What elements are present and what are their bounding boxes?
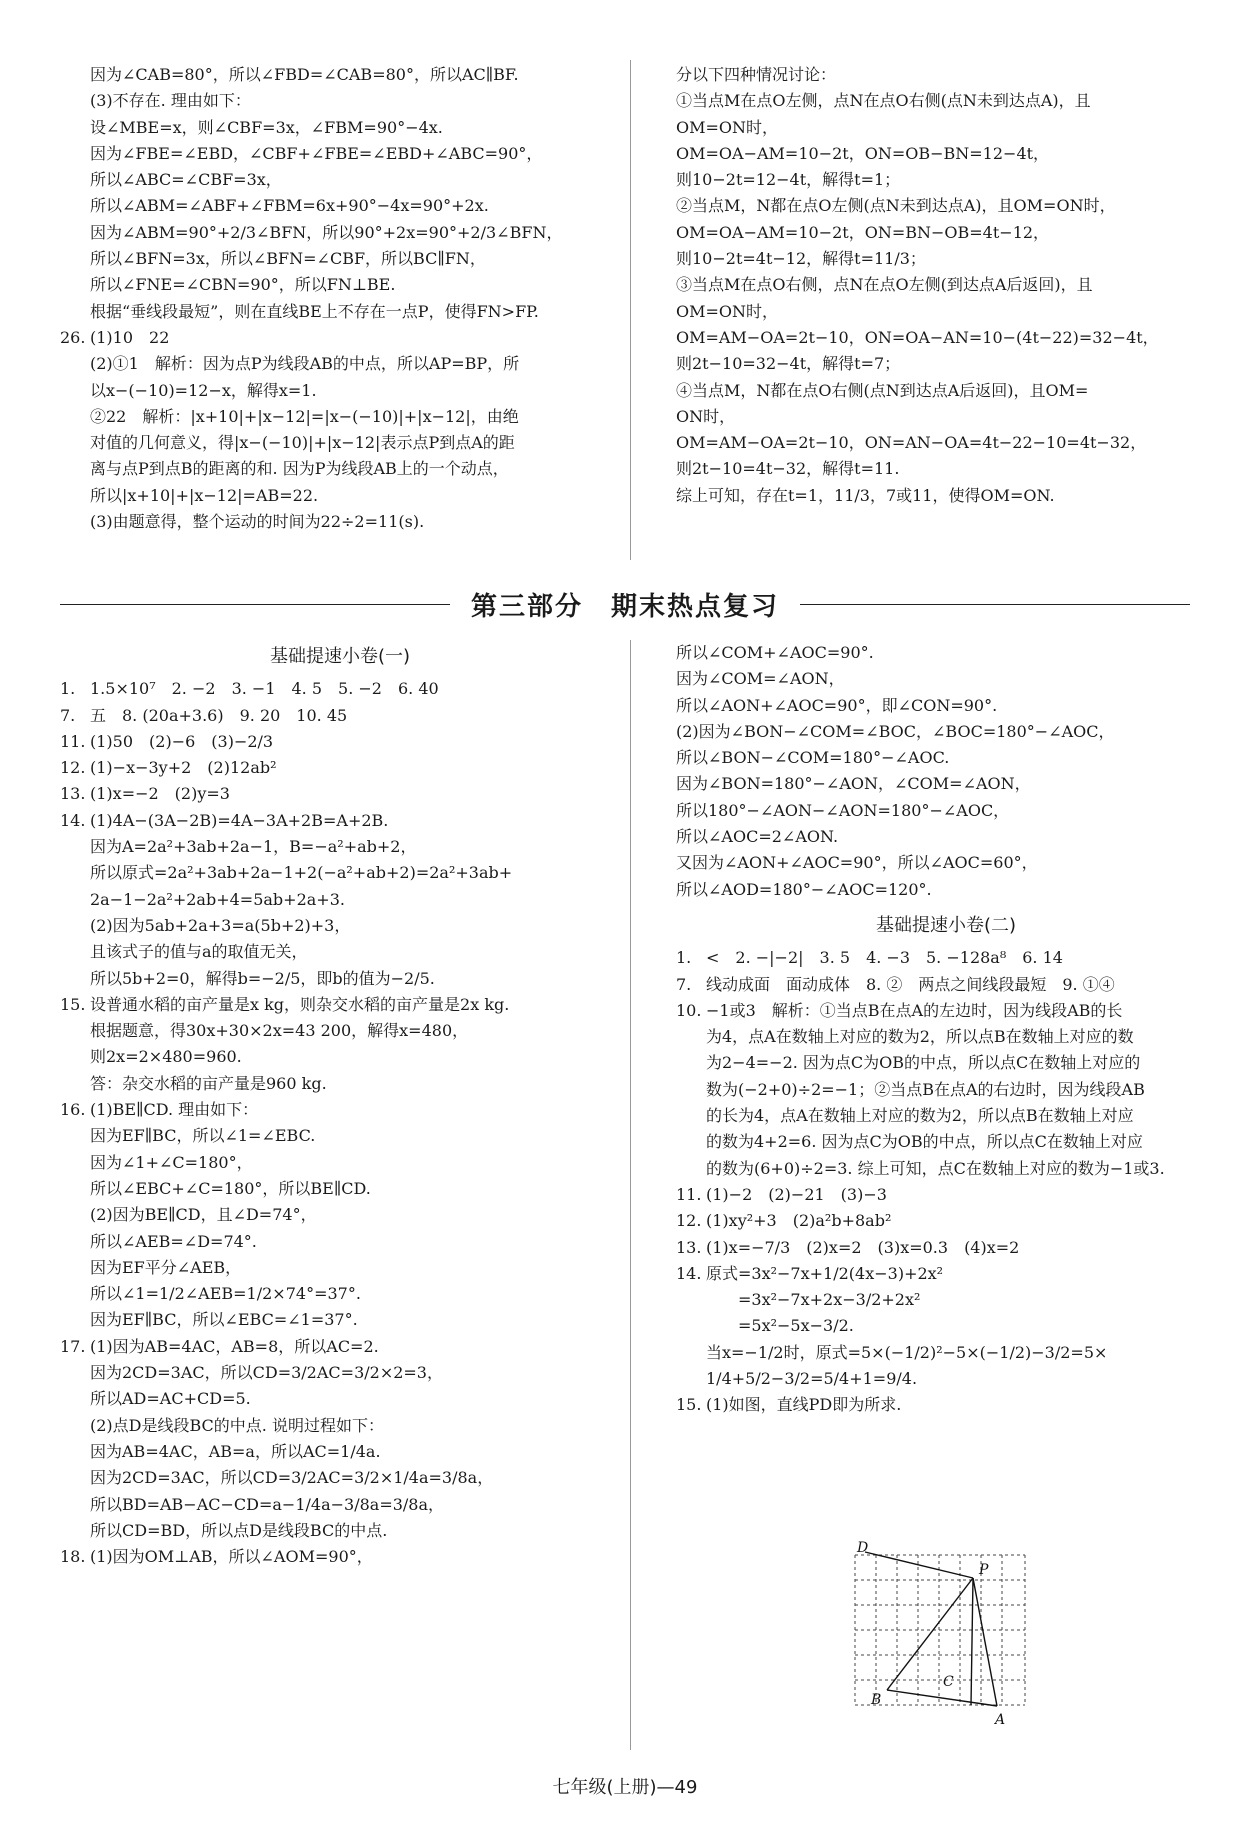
label-b: B (871, 1692, 882, 1708)
answer-text: (1)BE∥CD. 理由如下： (90, 1100, 259, 1120)
question-number: 12. (676, 1211, 702, 1231)
answer-item (90, 1150, 620, 1176)
answer-item (90, 913, 620, 939)
answer-text: (2)因为BE∥CD，且∠D=74°， (90, 1205, 317, 1225)
question-26 (60, 325, 620, 535)
segment-pa (973, 1578, 997, 1706)
segment-pc (971, 1578, 973, 1705)
section-header (60, 578, 1190, 630)
answer-item (706, 1077, 1216, 1103)
answer-text: 五 8. (20a+3.6) 9. 20 10. 45 (90, 705, 348, 725)
solution-line: 则10−2t=4t−12，解得t=11/3； (676, 249, 926, 269)
answer-text: 数为(−2+0)÷2=−1；②当点B在点A的右边时，因为线段AB (706, 1079, 1145, 1099)
question-number: 7. (676, 974, 692, 994)
answer-text: (1)50 (2)−6 (3)−2/3 (90, 731, 274, 751)
answer-item (90, 1229, 620, 1255)
answer-text: 1.5×10⁷ 2. −2 3. −1 4. 5 5. −2 6. 40 (90, 679, 439, 699)
answer-text: 所以原式=2a²+3ab+2a−1+2(−a²+ab+2)=2a²+3ab+ (90, 863, 513, 883)
answer-text: (1)因为AB=4AC，AB=8，所以AC=2. (90, 1336, 379, 1356)
answer-item (90, 1518, 620, 1544)
solution-line: OM=AM−OA=2t−10，ON=OA−AN=10−(4t−22)=32−4t， (676, 327, 1159, 347)
answer-item (90, 1044, 620, 1070)
answer-item (60, 781, 620, 807)
answer-text: 因为EF∥BC，所以∠1=∠EBC. (90, 1126, 316, 1146)
solution-line: (3)不存在. 理由如下： (90, 91, 251, 111)
answer-line: (3)由题意得，整个运动的时间为22÷2=11(s). (90, 512, 425, 532)
label-p: P (979, 1562, 989, 1578)
answer-item (706, 1103, 1216, 1129)
header-rule-right (800, 604, 1190, 605)
answer-line: (1)10 22 (90, 327, 170, 347)
answer-text: 因为EF∥BC，所以∠EBC=∠1=37°. (90, 1310, 358, 1330)
answer-item (90, 1123, 620, 1149)
question-number: 16. (60, 1100, 86, 1120)
answer-text: (1)x=−7/3 (2)x=2 (3)x=0.3 (4)x=2 (706, 1237, 1020, 1257)
quiz-title-2: 基础提速小卷(二) (875, 914, 1017, 936)
solution-line: 综上可知，存在t=1，11/3，7或11，使得OM=ON. (676, 485, 1055, 505)
quiz-1-continued-lines (676, 640, 1216, 903)
answer-text: 根据题意，得30x+30×2x=43 200，解得x=480， (90, 1021, 469, 1041)
answer-item (90, 939, 620, 965)
solution-line: 所以∠AOD=180°−∠AOC=120°. (676, 879, 932, 899)
answer-item (676, 972, 1216, 998)
solution-line: (2)因为∠BON−∠COM=∠BOC，∠BOC=180°−∠AOC， (676, 721, 1115, 741)
solution-line: 因为∠CAB=80°，所以∠FBD=∠CAB=80°，所以AC∥BF. (90, 65, 519, 84)
solution-line: OM=ON时， (676, 117, 779, 137)
answer-text: 的长为4，点A在数轴上对应的数为2，所以点B在数轴上对应 (706, 1106, 1134, 1126)
answer-text: =5x²−5x−3/2. (706, 1316, 854, 1336)
answer-item (90, 966, 620, 992)
answer-text: 因为EF平分∠AEB， (90, 1257, 242, 1277)
column-divider-bottom (630, 640, 631, 1750)
answer-item (676, 945, 1216, 971)
solution-line: OM=AM−OA=2t−10，ON=AN−OA=4t−22−10=4t−32， (676, 433, 1147, 453)
answer-item (706, 1340, 1216, 1366)
solution-line: 所以∠ABM=∠ABF+∠FBM=6x+90°−4x=90°+2x. (90, 196, 489, 216)
answer-text: 答：杂交水稻的亩产量是960 kg. (90, 1073, 327, 1093)
answer-item (676, 1261, 1216, 1287)
answer-text: 为4，点A在数轴上对应的数为2，所以点B在数轴上对应的数 (706, 1027, 1134, 1047)
answer-text: 为2−4=−2. 因为点C为OB的中点，所以点C在数轴上对应的 (706, 1053, 1141, 1073)
solution-line: ①当点M在点O左侧，点N在点O右侧(点N未到达点A)，且 (676, 91, 1091, 111)
answer-text: (1)xy²+3 (2)a²b+8ab² (706, 1211, 892, 1231)
answer-line: 离与点P到点B的距离的和. 因为P为线段AB上的一个动点， (90, 459, 509, 479)
answer-line: 对值的几何意义，得|x−(−10)|+|x−12|表示点P到点A的距 (90, 433, 515, 453)
answer-text: 当x=−1/2时，原式=5×(−1/2)²−5×(−1/2)−3/2=5× (706, 1342, 1108, 1362)
answer-text: 且该式子的值与a的取值无关， (90, 942, 308, 962)
answer-text: (1)如图，直线PD即为所求. (706, 1395, 902, 1415)
answer-item (90, 1492, 620, 1518)
solution-line: 因为∠COM=∠AON， (676, 669, 845, 689)
question-number: 1. (60, 679, 76, 699)
answer-line: ②22 解析：|x+10|+|x−12|=|x−(−10)|+|x−12|，由绝 (90, 406, 519, 426)
answer-line: (2)①1 解析：因为点P为线段AB的中点，所以AP=BP，所 (90, 354, 520, 374)
page-footer: 七年级(上册)—49 (552, 1777, 698, 1798)
answer-item (60, 992, 620, 1018)
solution-line: 则2t−10=4t−32，解得t=11. (676, 459, 900, 479)
solution-line: 设∠MBE=x，则∠CBF=3x，∠FBM=90°−4x. (90, 117, 443, 137)
solution-line: 则2t−10=32−4t，解得t=7； (676, 354, 901, 374)
answer-text: (1)−2 (2)−21 (3)−3 (706, 1184, 887, 1204)
answer-item (706, 1024, 1216, 1050)
grid-lines (855, 1555, 1025, 1705)
answer-text: 所以5b+2=0，解得b=−2/5，即b的值为−2/5. (90, 968, 435, 988)
question-number: 18. (60, 1547, 86, 1567)
answer-item (90, 1439, 620, 1465)
answer-item (90, 1071, 620, 1097)
answer-item (60, 808, 620, 834)
answer-item (676, 1235, 1216, 1261)
answer-text: 1/4+5/2−3/2=5/4+1=9/4. (706, 1369, 918, 1389)
solution-line: 所以∠AOC=2∠AON. (676, 827, 839, 847)
answer-item (60, 1544, 620, 1570)
left-top-lines (60, 62, 620, 325)
answer-text: −1或3 解析：①当点B在点A的左边时，因为线段AB的长 (706, 1000, 1123, 1020)
answer-text: (1)4A−(3A−2B)=4A−3A+2B=A+2B. (90, 810, 389, 830)
answer-text: 因为A=2a²+3ab+2a−1，B=−a²+ab+2， (90, 837, 417, 857)
question-number: 14. (676, 1263, 702, 1283)
answer-item (90, 1465, 620, 1491)
answer-item (90, 860, 620, 886)
answer-item (676, 1208, 1216, 1234)
answer-item (60, 729, 620, 755)
solution-line: ON时， (676, 406, 736, 426)
right-top-column (676, 62, 1216, 509)
answer-line: 所以|x+10|+|x−12|=AB=22. (90, 485, 319, 505)
solution-line: 所以180°−∠AON−∠AON=180°−∠AOC， (676, 800, 1010, 820)
question-number: 26. (60, 327, 86, 347)
answer-item (676, 1392, 1216, 1418)
answer-text: 因为2CD=3AC，所以CD=3/2AC=3/2×2=3， (90, 1363, 443, 1383)
segment-ba (887, 1690, 997, 1706)
solution-line: 所以∠ABC=∠CBF=3x， (90, 170, 282, 190)
answer-line: 以x−(−10)=12−x，解得x=1. (90, 380, 317, 400)
answer-item (90, 834, 620, 860)
solution-line: OM=OA−AM=10−2t，ON=OB−BN=12−4t， (676, 143, 1050, 163)
solution-line: ④当点M，N都在点O右侧(点N到达点A后返回)，且OM= (676, 380, 1089, 400)
answer-item (706, 1156, 1216, 1182)
question-number: 1. (676, 948, 692, 968)
solution-line: 所以∠AON+∠AOC=90°，即∠CON=90°. (676, 695, 998, 715)
solution-line: 所以∠FNE=∠CBN=90°，所以FN⊥BE. (90, 275, 396, 295)
answer-text: 因为∠1+∠C=180°， (90, 1152, 253, 1172)
answer-item (90, 1413, 620, 1439)
answer-text: 所以∠AEB=∠D=74°. (90, 1231, 257, 1251)
solution-line: 根据“垂线段最短”，则在直线BE上不存在一点P，使得FN>FP. (90, 301, 539, 321)
answer-text: 所以∠EBC+∠C=180°，所以BE∥CD. (90, 1178, 371, 1198)
solution-line: 因为∠FBE=∠EBD，∠CBF+∠FBE=∠EBD+∠ABC=90°， (90, 143, 543, 163)
solution-line: 因为∠ABM=90°+2/3∠BFN，所以90°+2x=90°+2/3∠BFN， (90, 222, 563, 242)
solution-line: 因为∠BON=180°−∠AON，∠COM=∠AON， (676, 774, 1031, 794)
answer-item (90, 1360, 620, 1386)
left-bottom-column (60, 640, 620, 1570)
answer-item (706, 1129, 1216, 1155)
answer-item (60, 1097, 620, 1123)
solution-line: 所以∠BFN=3x，所以∠BFN=∠CBF，所以BC∥FN， (90, 249, 486, 269)
question-number: 11. (676, 1184, 702, 1204)
answer-item (706, 1313, 1216, 1339)
question-number: 12. (60, 758, 86, 778)
right-top-lines (676, 62, 1216, 509)
answer-item (90, 1018, 620, 1044)
answer-item (706, 1050, 1216, 1076)
answer-text: (2)点D是线段BC的中点. 说明过程如下： (90, 1415, 384, 1435)
right-bottom-column (676, 640, 1216, 1419)
answer-text: (1)x=−2 (2)y=3 (90, 784, 230, 804)
left-top-column (60, 62, 620, 535)
answer-item (60, 1334, 620, 1360)
answer-item (676, 1182, 1216, 1208)
answer-item (706, 1287, 1216, 1313)
solution-line: 又因为∠AON+∠AOC=90°，所以∠AOC=60°， (676, 853, 1038, 873)
answer-item (676, 998, 1216, 1024)
answer-text: 所以CD=BD，所以点D是线段BC的中点. (90, 1520, 388, 1540)
question-number: 17. (60, 1336, 86, 1356)
answer-item (90, 887, 620, 913)
quiz-title-1: 基础提速小卷(一) (269, 646, 411, 667)
solution-line: ②当点M，N都在点O左侧(点N未到达点A)，且OM=ON时， (676, 196, 1116, 216)
label-d: D (857, 1540, 869, 1556)
answer-text: 因为2CD=3AC，所以CD=3/2AC=3/2×1/4a=3/8a， (90, 1468, 494, 1488)
answer-item (90, 1307, 620, 1333)
answer-text: 的数为(6+0)÷2=3. 综上可知，点C在数轴上对应的数为−1或3. (706, 1158, 1165, 1178)
solution-line: 所以∠BON−∠COM=180°−∠AOC. (676, 748, 950, 768)
answer-text: =3x²−7x+2x−3/2+2x² (706, 1290, 921, 1310)
question-number: 15. (60, 994, 86, 1014)
solution-line: ③当点M在点O右侧，点N在点O左侧(到达点A后返回)，且 (676, 275, 1093, 295)
answer-text: 因为AB=4AC，AB=a，所以AC=1/4a. (90, 1441, 381, 1461)
column-divider-top (630, 60, 631, 560)
label-c: C (943, 1674, 954, 1690)
question-26-lines (90, 351, 620, 535)
answer-item (90, 1281, 620, 1307)
answer-item (90, 1202, 620, 1228)
answer-text: < 2. −|−2| 3. 5 4. −3 5. −128a⁸ 6. 14 (706, 948, 1063, 968)
question-number: 10. (676, 1000, 702, 1020)
solution-line: OM=OA−AM=10−2t，ON=BN−OB=4t−12， (676, 222, 1050, 242)
answer-text: 所以BD=AB−AC−CD=a−1/4a−3/8a=3/8a， (90, 1494, 445, 1514)
answer-text: (1)−x−3y+2 (2)12ab² (90, 758, 277, 778)
answer-item (90, 1255, 620, 1281)
solution-line: 则10−2t=12−4t，解得t=1； (676, 170, 901, 190)
figure-lines (865, 1552, 997, 1706)
answer-item (60, 703, 620, 729)
answer-text: (1)因为OM⊥AB，所以∠AOM=90°， (90, 1547, 373, 1567)
question-number: 7. (60, 705, 76, 725)
grid-figure (845, 1540, 1185, 1730)
quiz-1-lines (60, 676, 620, 1570)
quiz-2-lines (676, 945, 1216, 1418)
question-number: 11. (60, 731, 86, 751)
question-number: 13. (60, 784, 86, 804)
answer-text: 所以AD=AC+CD=5. (90, 1389, 251, 1409)
answer-text: 原式=3x²−7x+1/2(4x−3)+2x² (706, 1263, 944, 1283)
question-number: 14. (60, 810, 86, 830)
answer-text: 则2x=2×480=960. (90, 1047, 242, 1067)
solution-line: 所以∠COM+∠AOC=90°. (676, 643, 874, 662)
solution-line: OM=ON时， (676, 301, 779, 321)
answer-item (60, 676, 620, 702)
answer-text: 所以∠1=1/2∠AEB=1/2×74°=37°. (90, 1284, 361, 1304)
line-pd (865, 1552, 973, 1578)
answer-item (706, 1366, 1216, 1392)
answer-text: 设普通水稻的亩产量是x kg，则杂交水稻的亩产量是2x kg. (90, 994, 510, 1014)
label-a: A (995, 1712, 1006, 1728)
solution-line: 分以下四种情况讨论： (676, 65, 837, 84)
answer-text: 线动成面 面动成体 8. ② 两点之间线段最短 9. ①④ (706, 974, 1115, 994)
answer-item (60, 755, 620, 781)
question-number: 13. (676, 1237, 702, 1257)
answer-text: (2)因为5ab+2a+3=a(5b+2)+3， (90, 915, 351, 935)
answer-item (90, 1176, 620, 1202)
section-title: 第三部分 期末热点复习 (470, 592, 779, 622)
answer-text: 的数为4+2=6. 因为点C为OB的中点，所以点C在数轴上对应 (706, 1132, 1143, 1152)
answer-item (90, 1386, 620, 1412)
question-number: 15. (676, 1395, 702, 1415)
answer-text: 2a−1−2a²+2ab+4=5ab+2a+3. (90, 889, 345, 909)
